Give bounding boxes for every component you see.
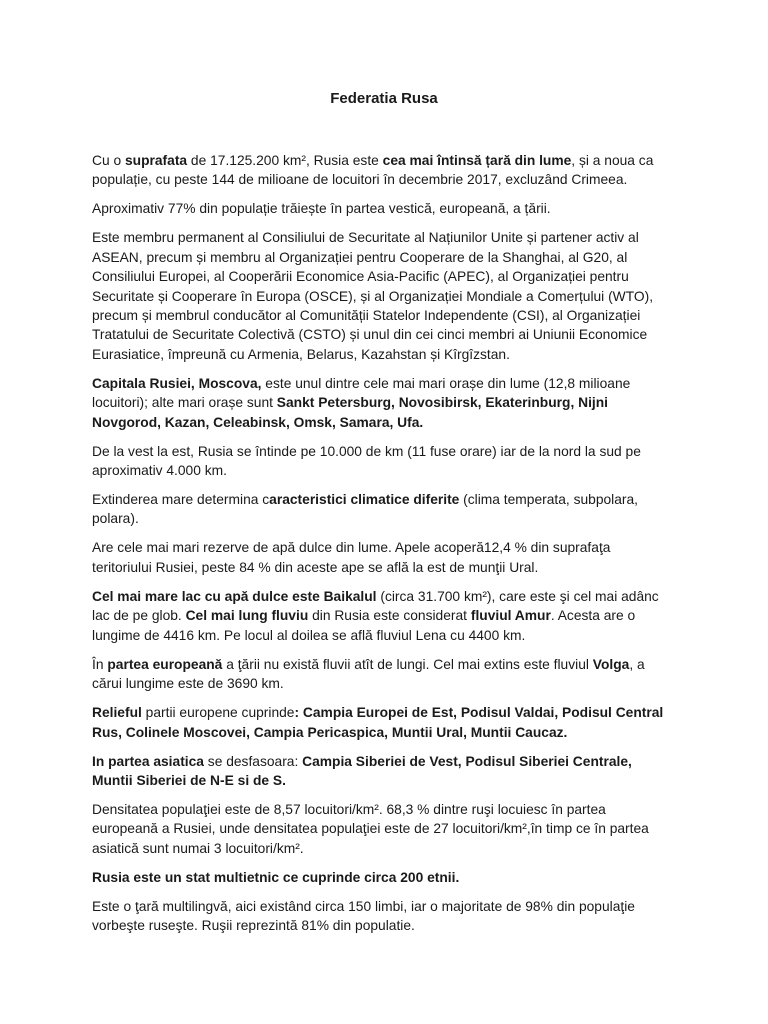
text-run: . Acesta are o lungime de 4416 km. Pe locul al doilea se află fluviul Lena cu 4400 km. — [92, 608, 636, 643]
document-title: Federatia Rusa — [330, 90, 438, 107]
document-body — [92, 151, 672, 945]
bold-text-run: aracteristici climatice diferite — [269, 492, 460, 508]
bold-text-run: Rusia este un stat multietnic ce cuprinde circa 200 etnii. — [92, 869, 460, 885]
bold-text-run: Campia Siberiei de Vest, Podisul Siberiei Centrale, Muntii Siberiei de N-E si de S. — [92, 753, 632, 788]
text-run: , și a noua ca populație, cu peste 144 de milioane de locuitori în decembrie 2017, excluzând Crimeea. — [92, 153, 654, 188]
bold-text-run: Sankt Petersburg, Novosibirsk, Ekaterinburg, Nijni Novgorod, Kazan, Celeabinsk, Omsk, Samara, Ufa. — [92, 395, 609, 430]
paragraph-8 — [92, 587, 672, 645]
paragraph-10 — [92, 703, 672, 742]
bold-text-run: cea mai întinsă țară din lume — [382, 153, 572, 168]
text-run: În — [92, 656, 108, 672]
bold-text-run: Capitala Rusiei, Moscova, — [92, 375, 262, 391]
text-run: (clima temperata, subpolara, polara). — [92, 492, 639, 527]
text-run: , a cărui lungime este de 3690 km. — [92, 656, 645, 692]
text-run: Extinderea mare determina c — [92, 492, 270, 508]
bold-text-run: Relieful — [92, 705, 142, 721]
text-run: Are cele mai mari rezerve de apă dulce din lume. Apele acoperă12,4 % din suprafaţa teritoriului Rusiei, peste 84 % din aceste ape se află la est de munţii Ural. — [92, 540, 611, 575]
paragraph-14 — [92, 897, 672, 936]
paragraph-12 — [92, 800, 672, 858]
bold-text-run: Cel mai lung fluviu — [185, 608, 309, 624]
paragraph-6 — [92, 490, 672, 529]
text-run: este unul dintre cele mai mari orașe din lume (12,8 milioane locuitori); alte mari orașe sunt — [92, 375, 631, 411]
text-run: se desfasoara: — [203, 753, 303, 769]
text-run: Densitatea populaţiei este de 8,57 locuitori/km². 68,3 % dintre ruşi locuiesc în partea europeană a Rusiei, unde densitatea populaţiei este de 27 locuitori/km²,în timp ce în partea asiatică sunt numai 3 locuitori/km². — [92, 801, 649, 856]
paragraph-1 — [92, 151, 672, 190]
bold-text-run: partea europeană — [107, 656, 223, 672]
text-run: de 17.125.200 km², Rusia este — [187, 153, 383, 168]
paragraph-13 — [92, 868, 672, 887]
text-run: a ţării nu există fluvii atît de lungi. Cel mai extins este fluviul — [222, 656, 593, 672]
bold-text-run: Cel mai mare lac cu apă dulce este Baikalul — [92, 588, 377, 604]
bold-text-run: : Campia Europei de Est, Podisul Valdai, Podisul Central Rus, Colinele Moscovei, Campia Pericaspica, Muntii Ural, Muntii Caucaz. — [92, 705, 664, 740]
paragraph-2 — [92, 199, 672, 218]
bold-text-run: Volga — [592, 656, 630, 672]
text-run: (circa 31.700 km²), care este şi cel mai adânc lac de pe glob. — [92, 588, 659, 624]
bold-text-run: fluviul Amur — [470, 608, 551, 624]
text-run: Este o ţară multilingvă, aici existând circa 150 limbi, iar o majoritate de 98% din populaţie vorbeşte ruseşte. Ruşii reprezintă 81% din populatie. — [92, 898, 635, 934]
text-run: Cu o — [92, 153, 125, 168]
paragraph-11 — [92, 752, 672, 791]
text-run: partii europene cuprinde — [141, 705, 295, 721]
text-run: din Rusia este considerat — [308, 608, 471, 624]
text-run: Este membru permanent al Consiliului de Securitate al Națiunilor Unite și partener activ al ASEAN, precum și membru al Organizației pentru Cooperare de la Shanghai, al G20, al Consiliului Europei, al Cooperării Economice Asia-Pacific (APEC), al Organizației pentru Securitate și Cooperare în Europa (OSCE), și al Organizației Mondiale a Comerțului (WTO), precum și membrul conducător al Comunității Statelor Independente (CSI), al Organizației Tratatului de Securitate Colectivă (CSTO) și unul din cei cinci membri ai Uniunii Economice Eurasiatice, împreună cu Armenia, Belarus, Kazahstan și Kîrgîzstan. — [92, 230, 654, 362]
paragraph-9 — [92, 655, 672, 694]
paragraph-4 — [92, 374, 672, 432]
paragraph-3 — [92, 228, 672, 364]
paragraph-5 — [92, 442, 672, 481]
text-run: De la vest la est, Rusia se întinde pe 10.000 de km (11 fuse orare) iar de la nord la sud pe aproximativ 4.000 km. — [92, 443, 641, 479]
paragraph-7 — [92, 538, 672, 577]
bold-text-run: suprafata — [124, 153, 188, 168]
bold-text-run: In partea asiatica — [92, 753, 204, 769]
text-run: Aproximativ 77% din populație trăiește în partea vestică, europeană, a țării. — [92, 201, 551, 217]
